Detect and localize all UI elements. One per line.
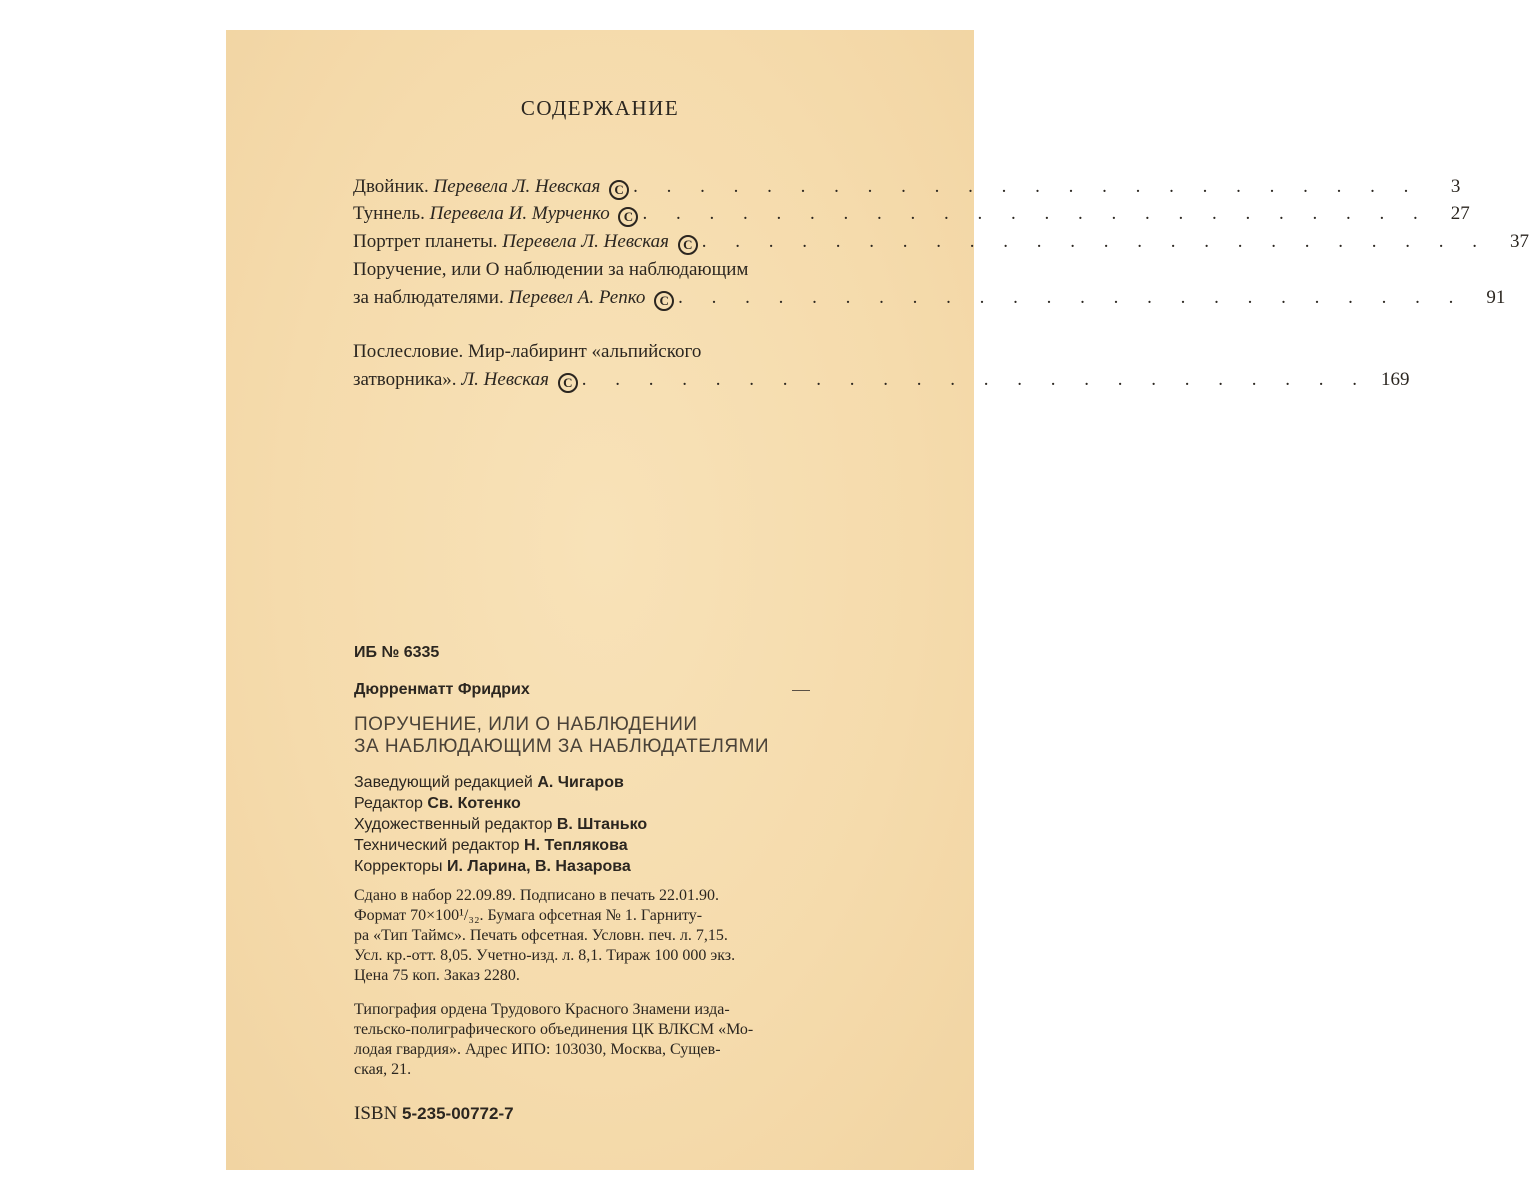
staff-name: А. Чигаров bbox=[537, 774, 624, 791]
staff-row bbox=[354, 772, 647, 793]
toc-entry-page: 27 bbox=[1450, 203, 1470, 224]
copyright-icon: C bbox=[678, 235, 698, 255]
toc-entry-page: 3 bbox=[1450, 176, 1461, 197]
toc-entry-title: Портрет планеты. bbox=[353, 231, 498, 252]
toc-entry-page: 91 bbox=[1486, 287, 1506, 308]
imprint-line: Усл. кр.-отт. 8,05. Учетно-изд. л. 8,1. Тираж 100 000 экз. bbox=[354, 947, 736, 964]
toc-entry-translator: Перевела Л. Невская bbox=[502, 231, 670, 252]
toc-afterword-label: Послесловие. bbox=[353, 341, 464, 362]
leader-dots: . . . . . . . . . . . . . . . . . . . . . . . . bbox=[581, 369, 1370, 390]
copyright-icon: C bbox=[558, 373, 578, 393]
staff-name: Св. Котенко bbox=[427, 795, 521, 812]
toc-entry bbox=[353, 231, 1529, 257]
toc-entry-title: Двойник. bbox=[353, 176, 429, 197]
book-title bbox=[354, 714, 769, 758]
staff-row bbox=[354, 814, 647, 835]
copyright-icon: C bbox=[654, 291, 674, 311]
isbn bbox=[354, 1103, 514, 1125]
staff-role: Заведующий редакцией bbox=[354, 774, 533, 791]
staff-row bbox=[354, 793, 647, 814]
author-name: Дюрренматт Фридрих bbox=[354, 681, 530, 698]
staff-role: Художественный редактор bbox=[354, 816, 553, 833]
toc-entry bbox=[353, 176, 1461, 202]
printer-line: ская, 21. bbox=[354, 1061, 412, 1078]
book-title-line: ЗА НАБЛЮДАЮЩИМ ЗА НАБЛЮДАТЕЛЯМИ bbox=[354, 736, 770, 757]
toc-entry-translator: Перевела Л. Невская bbox=[433, 176, 601, 197]
printer-line: тельско-полиграфического объединения ЦК ВЛКСМ «Мо- bbox=[354, 1021, 754, 1038]
staff-role: Корректоры bbox=[354, 858, 443, 875]
leader-dots: . . . . . . . . . . . . . . . . . . . . . . . . bbox=[678, 287, 1466, 308]
printer-line: лодая гвардия». Адрес ИПО: 103030, Москва, Сущев- bbox=[354, 1041, 721, 1058]
isbn-label: ISBN bbox=[354, 1103, 398, 1124]
isbn-number: 5-235-00772-7 bbox=[402, 1104, 514, 1123]
toc-entry-title: Туннель. bbox=[353, 203, 425, 224]
toc-title: СОДЕРЖАНИЕ bbox=[520, 96, 680, 120]
imprint-line: ра «Тип Таймс». Печать офсетная. Условн. печ. л. 7,15. bbox=[354, 927, 728, 944]
imprint-line: Формат 70×100¹/₃₂. Бумага офсетная № 1. Гарниту- bbox=[354, 907, 703, 924]
toc-entry-translator: Перевел А. Репко bbox=[508, 287, 646, 308]
toc-entry-title: за наблюдателями. bbox=[353, 287, 504, 308]
printer-line: Типография ордена Трудового Красного Знамени изда- bbox=[354, 1001, 730, 1018]
book-title-line: ПОРУЧЕНИЕ, ИЛИ О НАБЛЮДЕНИИ bbox=[354, 714, 698, 735]
ib-number: ИБ № 6335 bbox=[354, 644, 440, 661]
printer-block bbox=[354, 1000, 891, 1080]
toc-entry-title-line1: Поручение, или О наблюдении за наблюдающим bbox=[353, 259, 749, 280]
copyright-icon: C bbox=[609, 180, 629, 200]
staff-list bbox=[354, 772, 647, 877]
toc-entry-page: 169 bbox=[1381, 369, 1410, 390]
staff-row bbox=[354, 856, 647, 877]
toc-entry-title: затворника». bbox=[353, 369, 457, 390]
staff-role: Редактор bbox=[354, 795, 423, 812]
toc-entry bbox=[353, 203, 1470, 229]
imprint-line: Цена 75 коп. Заказ 2280. bbox=[354, 967, 520, 984]
toc-entry-title: Мир-лабиринт «альпийского bbox=[468, 341, 702, 362]
leader-dots: . . . . . . . . . . . . . . . . . . . . . . . . bbox=[633, 176, 1421, 197]
staff-name: Н. Теплякова bbox=[524, 837, 628, 854]
toc-afterword-line1 bbox=[353, 341, 701, 363]
book-page bbox=[226, 30, 1529, 1170]
leader-dots: . . . . . . . . . . . . . . . . . . . . . . . . bbox=[642, 203, 1430, 224]
staff-name: И. Ларина, В. Назарова bbox=[447, 858, 631, 875]
toc-entry bbox=[353, 369, 1410, 395]
toc-entry-translator: Л. Невская bbox=[461, 369, 550, 390]
staff-role: Технический редактор bbox=[354, 837, 520, 854]
toc-entry-translator: Перевела И. Мурченко bbox=[429, 203, 610, 224]
toc-entry-page: 37 bbox=[1510, 231, 1529, 252]
imprint-line: Сдано в набор 22.09.89. Подписано в печать 22.01.90. bbox=[354, 887, 719, 904]
divider bbox=[792, 690, 810, 691]
imprint-block bbox=[354, 886, 891, 986]
copyright-icon: C bbox=[618, 207, 638, 227]
staff-name: В. Штанько bbox=[556, 816, 648, 833]
leader-dots: . . . . . . . . . . . . . . . . . . . . . . . . bbox=[701, 231, 1490, 252]
staff-row bbox=[354, 835, 647, 856]
toc-entry bbox=[353, 287, 1506, 313]
